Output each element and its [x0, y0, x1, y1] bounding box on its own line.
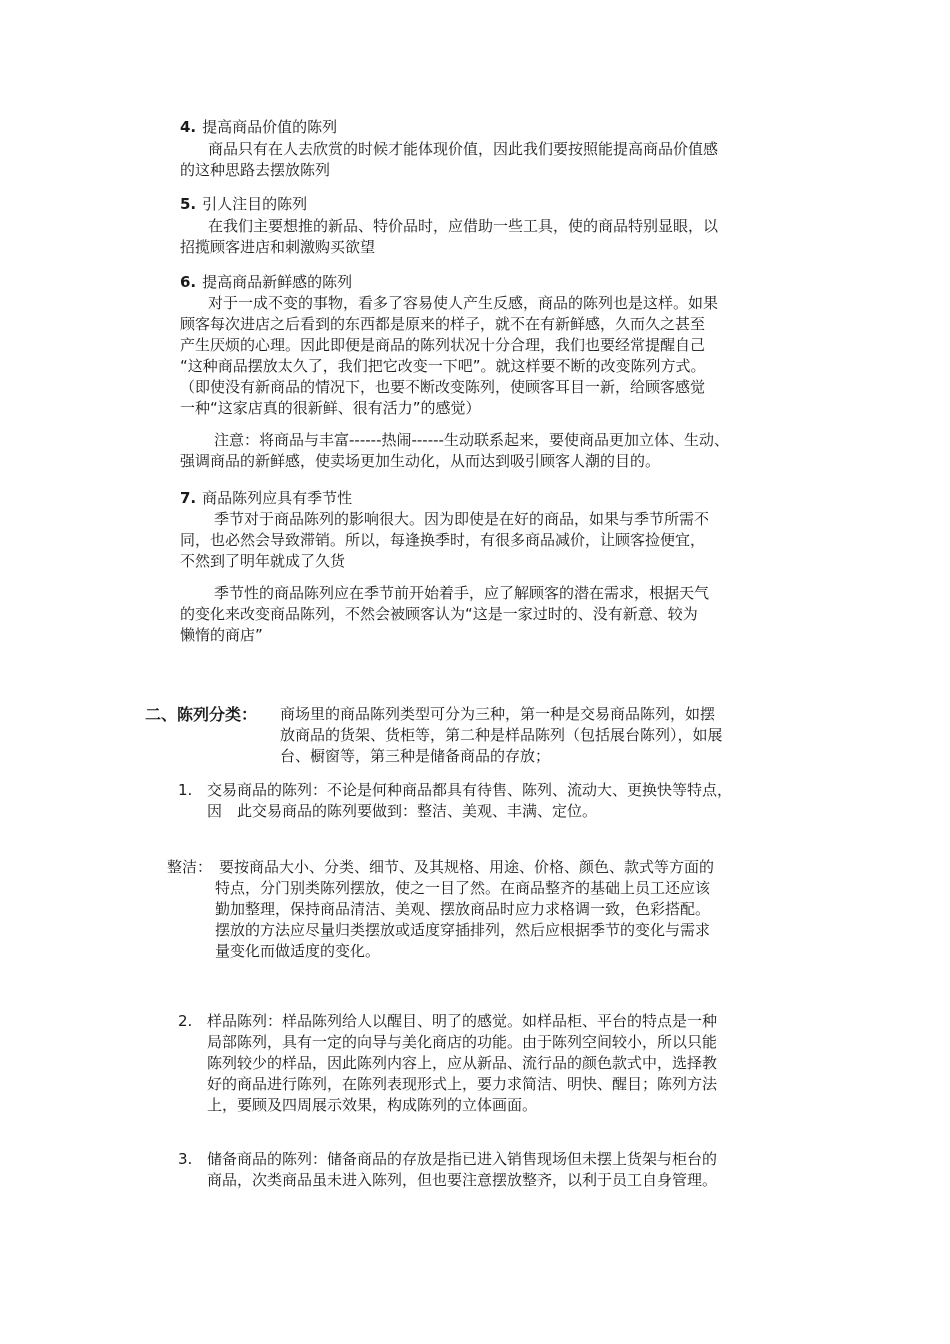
text-line: 特点，分门别类陈列摆放，使之一目了然。在商品整齐的基础上员工还应该 [215, 879, 711, 897]
text-line: 注意：将商品与丰富------热闹------生动联系起来，要使商品更加立体、生动、 [214, 431, 729, 449]
heading-title: 提高商品价值的陈列 [202, 118, 338, 136]
text-line: 商场里的商品陈列类型可分为三种，第一种是交易商品陈列，如摆 [280, 705, 716, 723]
text-line: 上，要顾及四周展示效果，构成陈列的立体画面。 [207, 1096, 538, 1114]
text-line: 懒惰的商店” [180, 626, 263, 644]
paragraph-4 [180, 139, 718, 181]
text-line: 季节对于商品陈列的影响很大。因为即使是在好的商品，如果与季节所需不 [214, 510, 710, 528]
paragraph-7 [180, 509, 709, 572]
heading-number: 6. [180, 273, 197, 291]
tidy-text [215, 857, 714, 962]
text-line: 放商品的货架、货柜等，第二种是样品陈列（包括展台陈列），如展 [280, 726, 723, 744]
item-number: 2. [178, 1012, 193, 1030]
heading-number: 5. [180, 195, 197, 213]
text-line: 强调商品的新鲜感，使卖场更加生动化，从而达到吸引顾客人潮的目的。 [180, 452, 661, 470]
note-paragraph [180, 430, 729, 472]
text-line: 陈列较少的样品，因此陈列内容上，应从新品、流行品的颜色款式中，选择教 [207, 1054, 718, 1072]
text-line: 一种“这家店真的很新鲜、很有活力”的感觉） [180, 399, 481, 417]
text-line: 季节性的商品陈列应在季节前开始着手，应了解顾客的潜在需求，根据天气 [214, 584, 710, 602]
section-intro [280, 704, 723, 767]
text-line: 对于一成不变的事物，看多了容易使人产生反感，商品的陈列也是这样。如果 [208, 294, 719, 312]
section-title: 二、陈列分类： [145, 705, 258, 724]
text-line: 商品，次类商品虽未进入陈列，但也要注意摆放整齐，以利于员工自身管理。 [207, 1171, 718, 1189]
item-3-text [207, 1149, 717, 1191]
item-2-text [207, 1011, 717, 1116]
text-line: 交易商品的陈列：不论是何种商品都具有待售、陈列、流动大、更换快等特点， [207, 781, 733, 799]
paragraph-5 [180, 216, 718, 258]
heading-title: 提高商品新鲜感的陈列 [202, 273, 353, 291]
text-line: 样品陈列：样品陈列给人以醒目、明了的感觉。如样品柜、平台的特点是一种 [207, 1012, 718, 1030]
text-line: “这种商品摆放太久了，我们把它改变一下吧”。就这样要不断的改变陈列方式。 [180, 357, 706, 375]
heading-number: 7. [180, 489, 197, 507]
text-line: 好的商品进行陈列，在陈列表现形式上，要力求简洁、明快、醒目；陈列方法 [207, 1075, 718, 1093]
heading-number: 4. [180, 118, 197, 136]
item-1-text [207, 780, 732, 822]
text-line: 量变化而做适度的变化。 [215, 942, 381, 960]
text-line: 商品只有在人去欣赏的时候才能体现价值，因此我们要按照能提高商品价值感 [208, 140, 719, 158]
text-line: 要按商品大小、分类、细节、及其规格、用途、价格、颜色、款式等方面的 [219, 858, 715, 876]
item-number: 1. [178, 781, 193, 799]
text-line: 局部陈列，具有一定的向导与美化商店的功能。由于陈列空间较小，所以只能 [207, 1033, 718, 1051]
text-line: 台、橱窗等，第三种是储备商品的存放； [280, 747, 551, 765]
text-line: 勤加整理，保持商品清洁、美观、摆放商品时应力求格调一致，色彩搭配。 [215, 900, 711, 918]
text-line: 储备商品的陈列：储备商品的存放是指已进入销售现场但未摆上货架与柜台的 [207, 1150, 718, 1168]
paragraph-6 [180, 293, 718, 419]
text-line: （即使没有新商品的情况下，也要不断改变陈列，使顾客耳目一新，给顾客感觉 [180, 378, 706, 396]
text-line: 因 此交易商品的陈列要做到：整洁、美观、丰满、定位。 [207, 802, 598, 820]
text-line: 的这种思路去摆放陈列 [180, 161, 331, 179]
text-line: 招揽顾客进店和刺激购买欲望 [180, 238, 376, 256]
tidy-label: 整洁： [167, 858, 213, 876]
heading-7 [180, 488, 352, 509]
heading-title: 商品陈列应具有季节性 [202, 489, 353, 507]
text-line: 同，也必然会导致滞销。所以，每逢换季时，有很多商品减价，让顾客捡便宜， [180, 531, 706, 549]
text-line: 顾客每次进店之后看到的东西都是原来的样子，就不在有新鲜感，久而久之甚至 [180, 315, 706, 333]
text-line: 的变化来改变商品陈列，不然会被顾客认为“这是一家过时的、没有新意、较为 [180, 605, 698, 623]
heading-6 [180, 272, 352, 293]
text-line: 产生厌烦的心理。因此即便是商品的陈列状况十分合理，我们也要经常提醒自己 [180, 336, 706, 354]
text-line: 在我们主要想推的新品、特价品时，应借助一些工具，使的商品特别显眼，以 [208, 217, 719, 235]
heading-5 [180, 194, 307, 215]
text-line: 不然到了明年就成了久货 [180, 552, 346, 570]
heading-4 [180, 117, 337, 138]
heading-title: 引人注目的陈列 [202, 195, 308, 213]
paragraph-7b [180, 583, 709, 646]
text-line: 摆放的方法应尽量归类摆放或适度穿插排列，然后应根据季节的变化与需求 [215, 921, 711, 939]
item-number: 3. [178, 1150, 193, 1168]
